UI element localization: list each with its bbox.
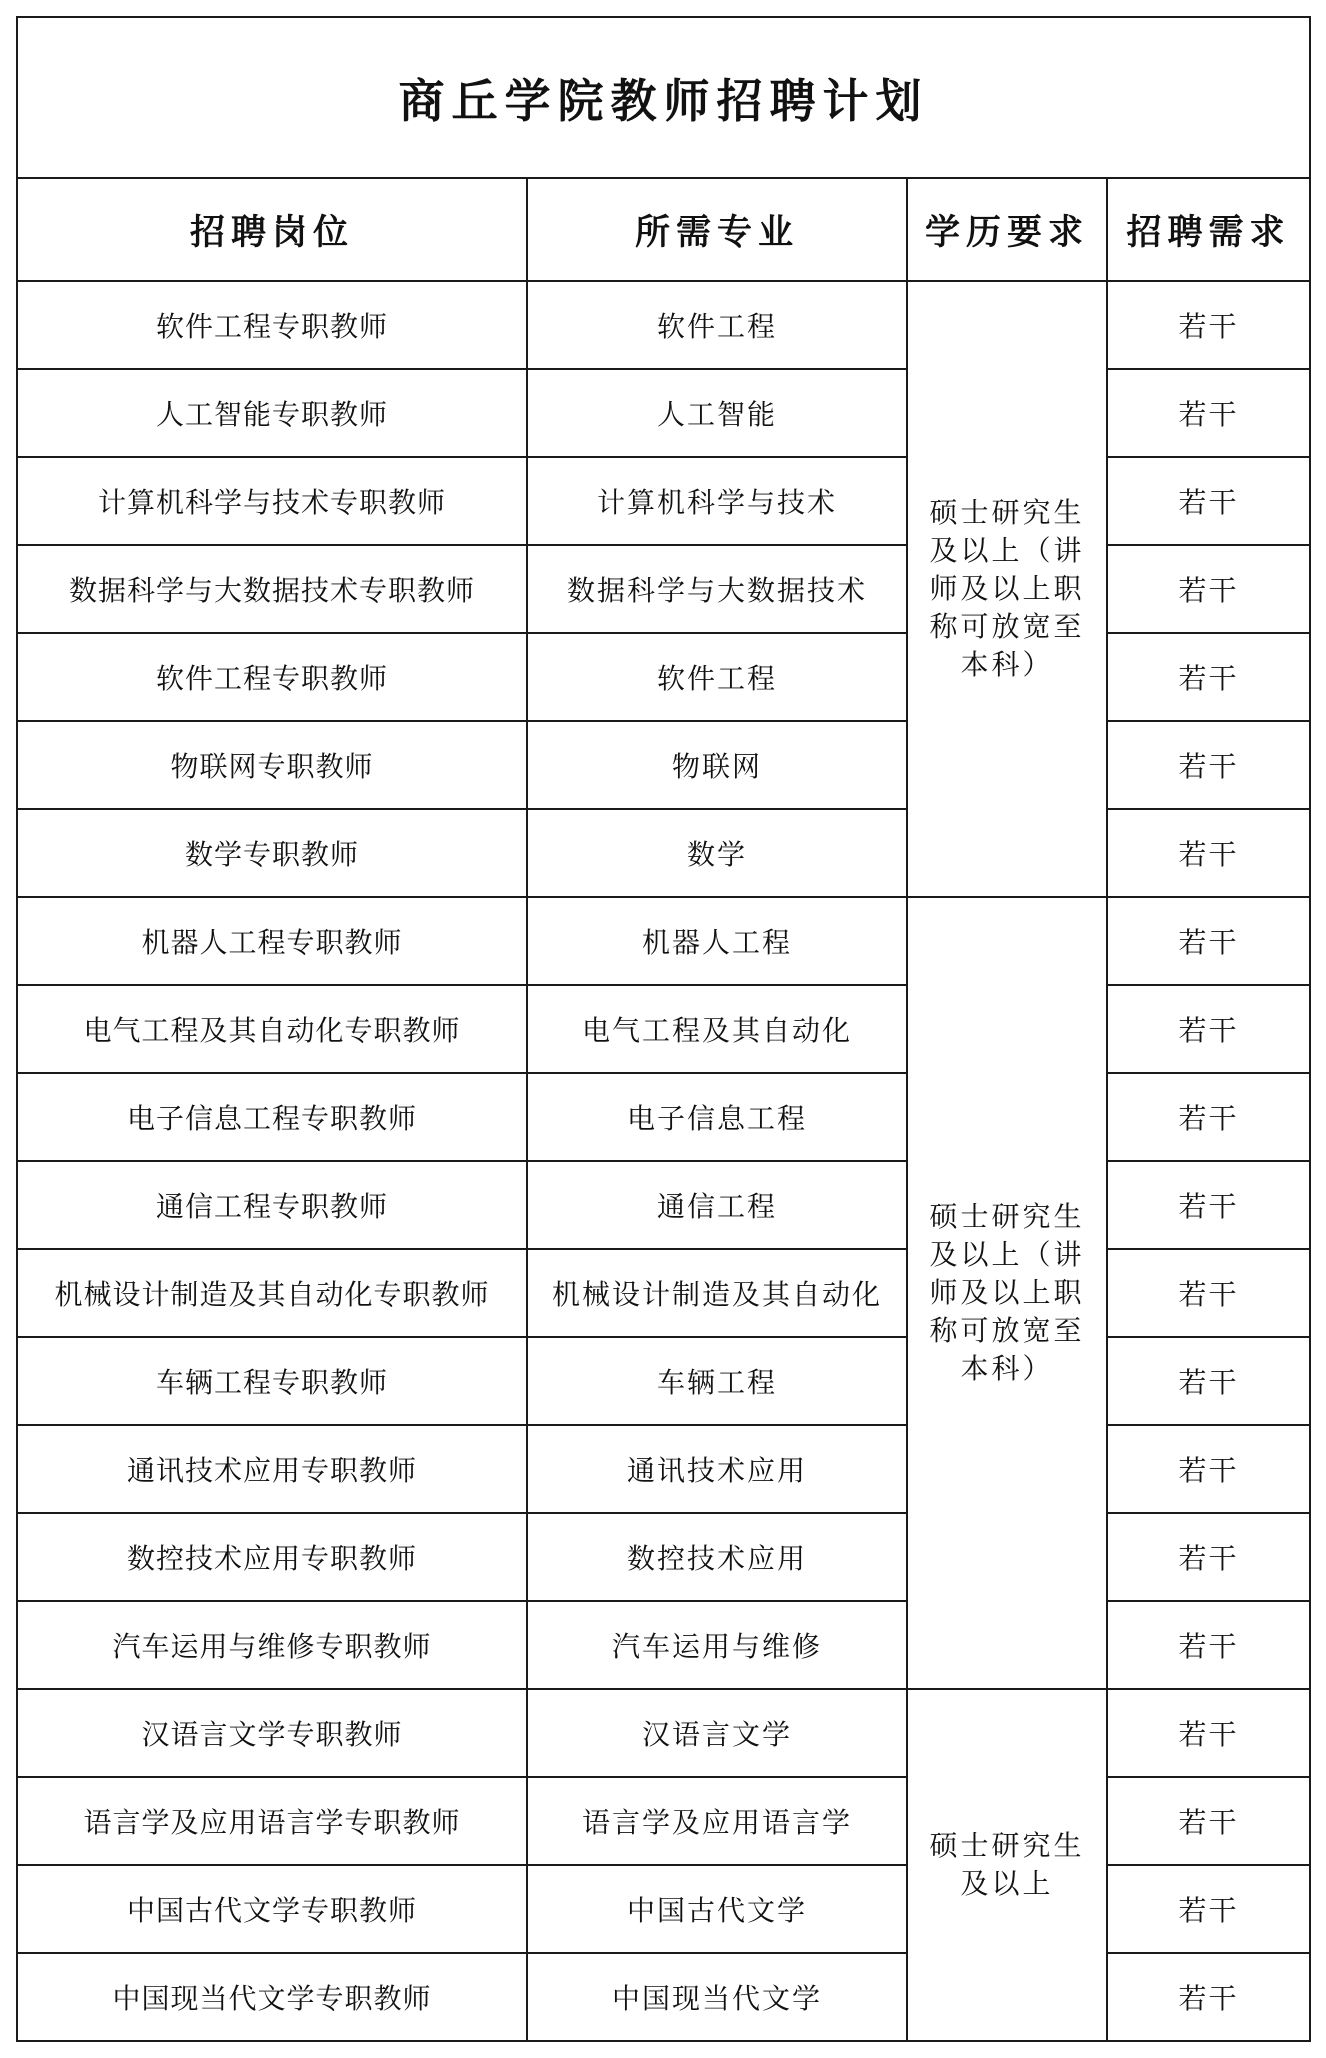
major-cell: 电气工程及其自动化 bbox=[527, 985, 907, 1073]
table-title: 商丘学院教师招聘计划 bbox=[17, 17, 1310, 178]
major-cell: 中国现当代文学 bbox=[527, 1953, 907, 2041]
position-cell: 电子信息工程专职教师 bbox=[17, 1073, 527, 1161]
major-cell: 机械设计制造及其自动化 bbox=[527, 1249, 907, 1337]
demand-cell: 若干 bbox=[1107, 897, 1310, 985]
position-cell: 中国现当代文学专职教师 bbox=[17, 1953, 527, 2041]
major-cell: 数学 bbox=[527, 809, 907, 897]
table-row bbox=[17, 1073, 1310, 1161]
table-row bbox=[17, 897, 1310, 985]
position-cell: 数据科学与大数据技术专职教师 bbox=[17, 545, 527, 633]
position-cell: 通讯技术应用专职教师 bbox=[17, 1425, 527, 1513]
major-cell: 软件工程 bbox=[527, 281, 907, 369]
demand-cell: 若干 bbox=[1107, 809, 1310, 897]
table-row bbox=[17, 1161, 1310, 1249]
table-row bbox=[17, 1689, 1310, 1777]
demand-cell: 若干 bbox=[1107, 457, 1310, 545]
major-cell: 通信工程 bbox=[527, 1161, 907, 1249]
position-cell: 机械设计制造及其自动化专职教师 bbox=[17, 1249, 527, 1337]
demand-cell: 若干 bbox=[1107, 985, 1310, 1073]
table-row bbox=[17, 809, 1310, 897]
header-demand: 招聘需求 bbox=[1107, 178, 1310, 281]
position-cell: 机器人工程专职教师 bbox=[17, 897, 527, 985]
table-row bbox=[17, 281, 1310, 369]
major-cell: 机器人工程 bbox=[527, 897, 907, 985]
header-major: 所需专业 bbox=[527, 178, 907, 281]
table-row bbox=[17, 1953, 1310, 2041]
education-requirement-cell bbox=[907, 1689, 1107, 2041]
position-cell: 数控技术应用专职教师 bbox=[17, 1513, 527, 1601]
demand-cell: 若干 bbox=[1107, 369, 1310, 457]
education-requirement-text: 硕士研究生及以上（讲师及以上职称可放宽至本科） bbox=[929, 1200, 1085, 1385]
table-row bbox=[17, 1425, 1310, 1513]
education-requirement-cell bbox=[907, 281, 1107, 897]
position-cell: 汉语言文学专职教师 bbox=[17, 1689, 527, 1777]
position-cell: 软件工程专职教师 bbox=[17, 633, 527, 721]
demand-cell: 若干 bbox=[1107, 1249, 1310, 1337]
major-cell: 软件工程 bbox=[527, 633, 907, 721]
demand-cell: 若干 bbox=[1107, 1073, 1310, 1161]
demand-cell: 若干 bbox=[1107, 281, 1310, 369]
table-row bbox=[17, 1513, 1310, 1601]
major-cell: 物联网 bbox=[527, 721, 907, 809]
major-cell: 汉语言文学 bbox=[527, 1689, 907, 1777]
major-cell: 汽车运用与维修 bbox=[527, 1601, 907, 1689]
position-cell: 电气工程及其自动化专职教师 bbox=[17, 985, 527, 1073]
major-cell: 语言学及应用语言学 bbox=[527, 1777, 907, 1865]
demand-cell: 若干 bbox=[1107, 633, 1310, 721]
header-row bbox=[17, 178, 1310, 281]
major-cell: 中国古代文学 bbox=[527, 1865, 907, 1953]
table-row bbox=[17, 1249, 1310, 1337]
major-cell: 计算机科学与技术 bbox=[527, 457, 907, 545]
demand-cell: 若干 bbox=[1107, 1601, 1310, 1689]
table-row bbox=[17, 457, 1310, 545]
demand-cell: 若干 bbox=[1107, 1689, 1310, 1777]
table-row bbox=[17, 545, 1310, 633]
demand-cell: 若干 bbox=[1107, 1161, 1310, 1249]
table-row bbox=[17, 1777, 1310, 1865]
table-row bbox=[17, 721, 1310, 809]
header-education: 学历要求 bbox=[907, 178, 1107, 281]
demand-cell: 若干 bbox=[1107, 1513, 1310, 1601]
table-row bbox=[17, 1337, 1310, 1425]
header-position: 招聘岗位 bbox=[17, 178, 527, 281]
table-body bbox=[17, 281, 1310, 2041]
table-row bbox=[17, 985, 1310, 1073]
position-cell: 中国古代文学专职教师 bbox=[17, 1865, 527, 1953]
position-cell: 数学专职教师 bbox=[17, 809, 527, 897]
education-requirement-text: 硕士研究生及以上 bbox=[929, 1829, 1085, 1900]
major-cell: 数控技术应用 bbox=[527, 1513, 907, 1601]
demand-cell: 若干 bbox=[1107, 545, 1310, 633]
demand-cell: 若干 bbox=[1107, 1777, 1310, 1865]
demand-cell: 若干 bbox=[1107, 721, 1310, 809]
position-cell: 通信工程专职教师 bbox=[17, 1161, 527, 1249]
major-cell: 通讯技术应用 bbox=[527, 1425, 907, 1513]
position-cell: 计算机科学与技术专职教师 bbox=[17, 457, 527, 545]
position-cell: 车辆工程专职教师 bbox=[17, 1337, 527, 1425]
table-row bbox=[17, 1865, 1310, 1953]
major-cell: 车辆工程 bbox=[527, 1337, 907, 1425]
table-row bbox=[17, 1601, 1310, 1689]
major-cell: 电子信息工程 bbox=[527, 1073, 907, 1161]
recruitment-table bbox=[16, 16, 1311, 2042]
demand-cell: 若干 bbox=[1107, 1865, 1310, 1953]
position-cell: 语言学及应用语言学专职教师 bbox=[17, 1777, 527, 1865]
position-cell: 人工智能专职教师 bbox=[17, 369, 527, 457]
major-cell: 数据科学与大数据技术 bbox=[527, 545, 907, 633]
table-row bbox=[17, 369, 1310, 457]
position-cell: 汽车运用与维修专职教师 bbox=[17, 1601, 527, 1689]
demand-cell: 若干 bbox=[1107, 1953, 1310, 2041]
demand-cell: 若干 bbox=[1107, 1337, 1310, 1425]
position-cell: 物联网专职教师 bbox=[17, 721, 527, 809]
title-row bbox=[17, 17, 1310, 178]
demand-cell: 若干 bbox=[1107, 1425, 1310, 1513]
education-requirement-text: 硕士研究生及以上（讲师及以上职称可放宽至本科） bbox=[929, 496, 1085, 681]
education-requirement-cell bbox=[907, 897, 1107, 1689]
table-row bbox=[17, 633, 1310, 721]
major-cell: 人工智能 bbox=[527, 369, 907, 457]
position-cell: 软件工程专职教师 bbox=[17, 281, 527, 369]
